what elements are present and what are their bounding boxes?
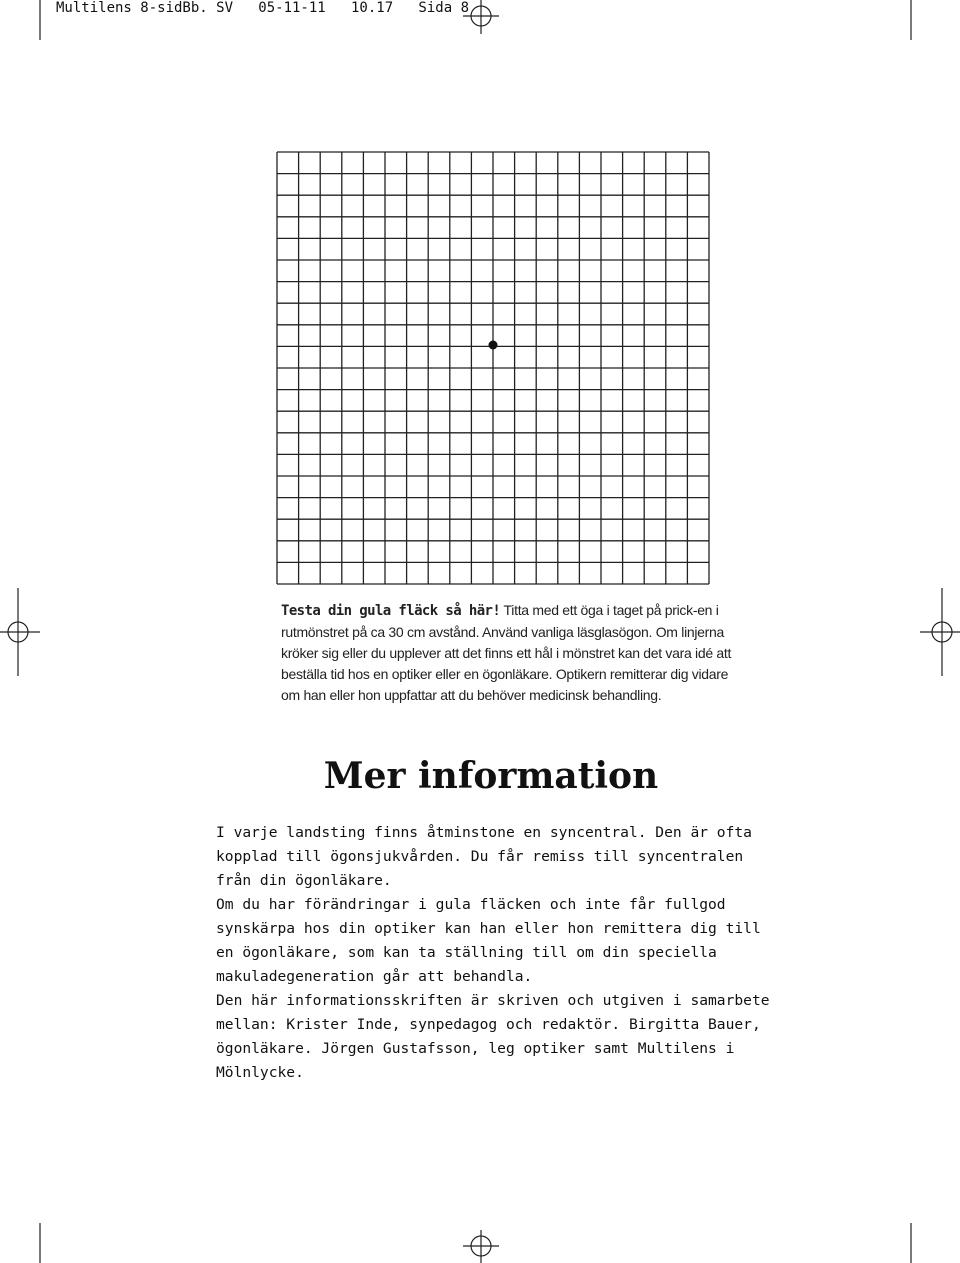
registration-mark-bottom: [463, 1230, 499, 1263]
center-dot: [489, 341, 498, 350]
print-slug: Multilens 8-sidBb. SV 05-11-11 10.17 Sida 8: [56, 0, 470, 16]
amsler-grid: [276, 151, 710, 585]
paragraph-optiker: Om du har förändringar i gula fläcken och inte får fullgod synskärpa hos din optiker kan han eller hon remittera dig till en ögonläkare, som kan ta ställning till om din speciella makuladegeneration går att behandla.: [216, 896, 761, 985]
caption-lead: Testa din gula fläck så här!: [281, 603, 501, 619]
paragraph-credits: Den här informationsskriften är skriven och utgiven i samarbete mellan: Krister Inde, synpedagog och redaktör. Birgitta Bauer, ögonläkare. Jörgen Gustafsson, leg optiker samt Multilens i Mölnlycke.: [216, 992, 770, 1081]
paragraph-syncentral: I varje landsting finns åtminstone en syncentral. Den är ofta kopplad till ögonsjukvården. Du får remiss till syncentralen från din ögonläkare.: [216, 824, 752, 889]
section-heading: Mer information: [323, 755, 659, 797]
caption-text: Titta med ett öga i taget på prick-en i rutmönstret på ca 30 cm avstånd. Använd vanliga läsglasögon. Om linjerna kröker sig eller du upplever att det finns ett hål i mönstret kan det vara idé att beställa tid hos en optiker eller en ögonläkare. Optikern remitterar dig vidare om han eller hon uppfattar att du behöver medicinsk behandling.: [281, 602, 732, 703]
registration-mark-right: [920, 588, 960, 676]
registration-mark-top: [463, 0, 499, 34]
registration-mark-left: [0, 588, 40, 676]
grid-caption: [281, 600, 741, 706]
